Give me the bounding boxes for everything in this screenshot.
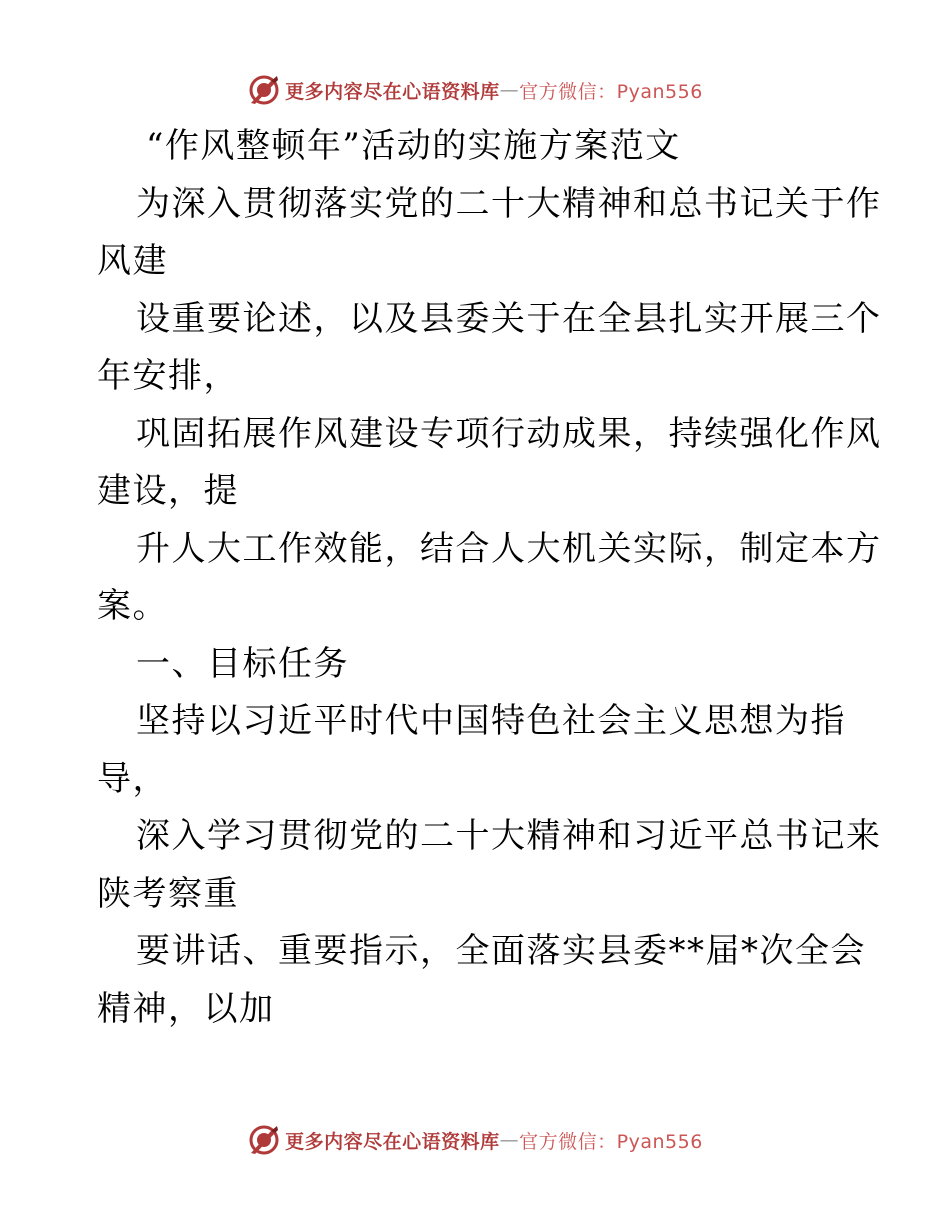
watermark-main-text: 更多内容尽在心语资料库 [285,80,500,103]
watermark-main-text: 更多内容尽在心语资料库 [285,1130,500,1153]
body-line: 年安排， [97,356,239,396]
body-line: 风建 [97,241,168,281]
body-line: 建设，提 [97,471,239,511]
body-line: 导， [97,758,168,799]
section-heading: 一、目标任务 [136,643,349,684]
body-line: 陕考察重 [97,873,239,914]
body-line: 精神，以加 [97,988,275,1029]
watermark-dash: — [499,1129,520,1151]
body-line: 要讲话、重要指示，全面落实县委**届*次全会 [136,931,866,971]
watermark-dash: — [499,79,520,101]
footer-watermark [0,1122,950,1158]
body-line: 案。 [97,586,168,626]
body-line: 升人大工作效能，结合人大机关实际，制定本方 [136,528,882,569]
body-line: 深入学习贯彻党的二十大精神和习近平总书记来 [136,816,882,856]
body-line: 为深入贯彻落实党的二十大精神和总书记关于作 [136,183,882,224]
watermark-sub-text: 官方微信：Pyan556 [519,1130,703,1153]
pen-logo-icon [247,73,281,107]
pen-logo-icon [247,1123,281,1157]
header-watermark [0,72,950,108]
document-title: “作风整顿年”活动的实施方案范文 [146,126,681,166]
body-line: 设重要论述，以及县委关于在全县扎实开展三个 [136,298,882,339]
body-line: 坚持以习近平时代中国特色社会主义思想为指 [136,701,846,741]
body-line: 巩固拓展作风建设专项行动成果，持续强化作风 [136,413,882,454]
watermark-sub-text: 官方微信：Pyan556 [519,80,703,103]
document-body [97,118,882,1038]
